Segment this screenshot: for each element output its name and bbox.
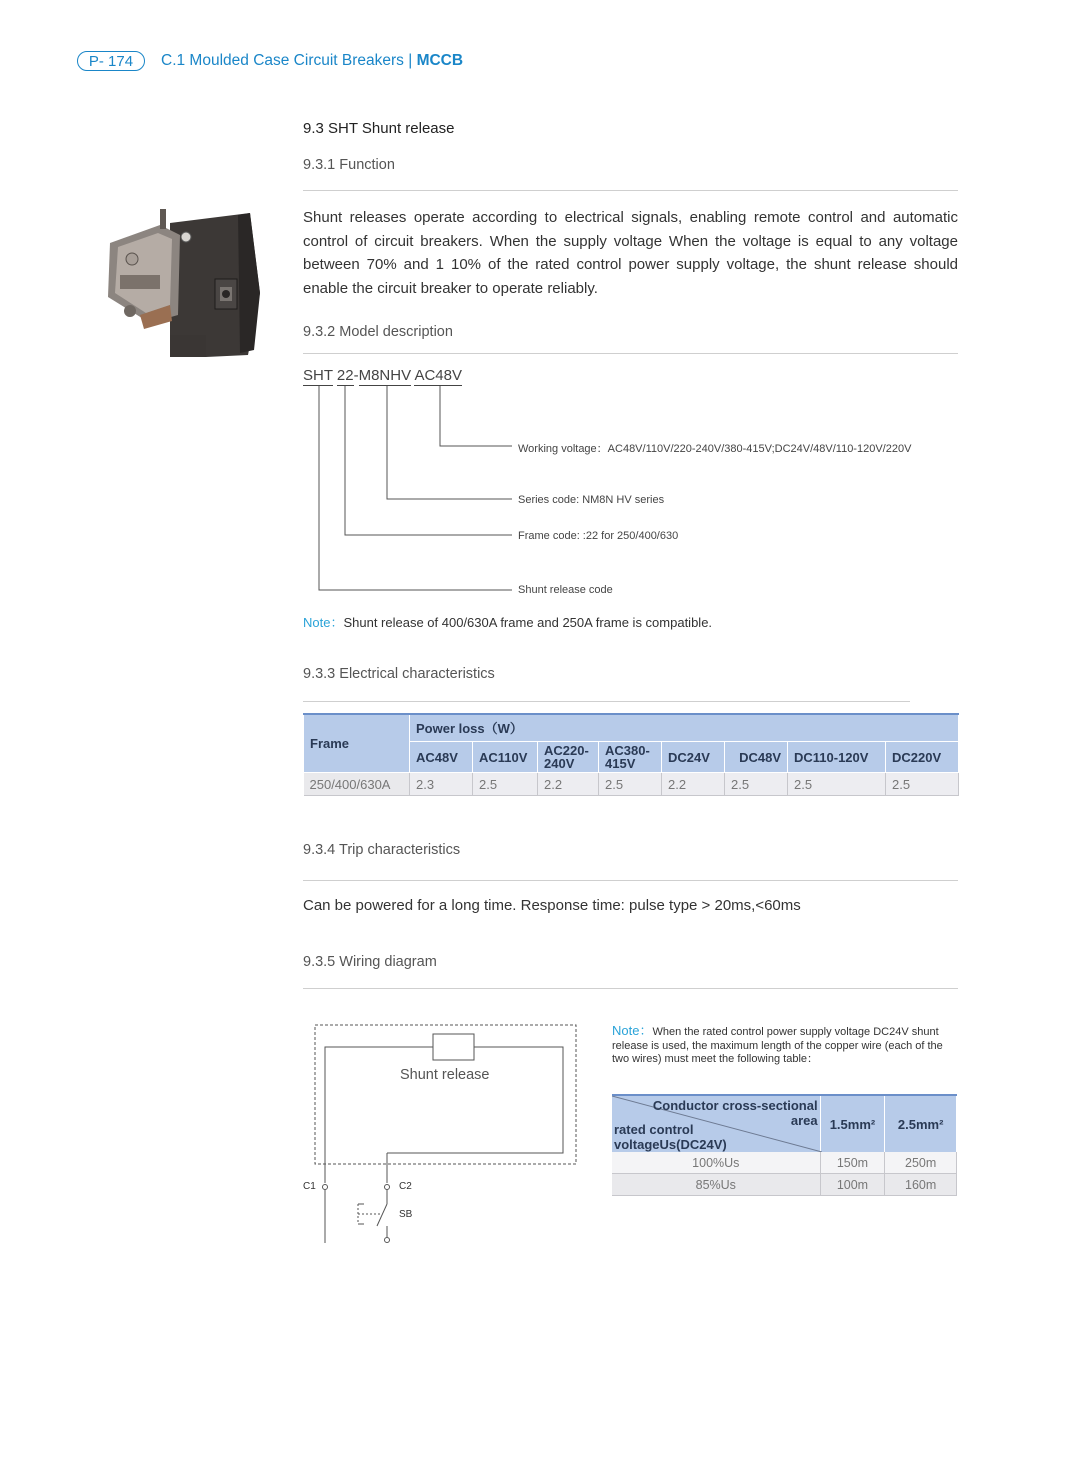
trip-heading: 9.3.4 Trip characteristics bbox=[303, 842, 461, 858]
table-cell: 100%Us bbox=[612, 1152, 820, 1174]
col-header: AC110V bbox=[473, 742, 538, 773]
page-number-badge: P- 174 bbox=[77, 51, 145, 71]
divider bbox=[303, 353, 958, 354]
electrical-heading: 9.3.3 Electrical characteristics bbox=[303, 666, 495, 682]
table-cell: 2.5 bbox=[788, 773, 886, 796]
wiring-heading: 9.3.5 Wiring diagram bbox=[303, 954, 437, 970]
conductor-table bbox=[612, 1094, 957, 1196]
note-label: Note： bbox=[303, 615, 344, 630]
table-cell: 250m bbox=[885, 1152, 957, 1174]
label-frame-code: Frame code: :22 for 250/400/630 bbox=[518, 530, 679, 542]
col-header: DC24V bbox=[662, 742, 725, 773]
code-frame: 22 bbox=[336, 367, 354, 384]
model-note bbox=[303, 612, 712, 631]
electrical-table bbox=[303, 713, 959, 796]
table-row bbox=[612, 1152, 957, 1174]
col-header: DC48V bbox=[725, 742, 788, 773]
divider bbox=[303, 988, 958, 989]
table-cell: 2.2 bbox=[662, 773, 725, 796]
table-cell: 2.2 bbox=[538, 773, 599, 796]
col-header: 1.5mm² bbox=[820, 1095, 885, 1152]
header-title: C.1 Moulded Case Circuit Breakers | MCCB bbox=[161, 52, 464, 69]
table-cell: 2.5 bbox=[886, 773, 959, 796]
table-cell: 2.3 bbox=[410, 773, 473, 796]
model-code-lines bbox=[300, 380, 530, 600]
switch-sb: SB bbox=[399, 1209, 413, 1220]
corner-top: Conductor cross-sectional area bbox=[652, 1098, 818, 1128]
col-header: AC220-240V bbox=[538, 742, 599, 773]
table-cell: 85%Us bbox=[612, 1174, 820, 1196]
col-header: AC48V bbox=[410, 742, 473, 773]
col-header: AC380-415V bbox=[599, 742, 662, 773]
shunt-release-photo bbox=[100, 205, 265, 365]
col-header: DC220V bbox=[886, 742, 959, 773]
corner-bottom: rated control voltageUs(DC24V) bbox=[614, 1122, 727, 1152]
divider bbox=[303, 190, 958, 191]
wiring-note bbox=[612, 1024, 957, 1067]
note-text: Shunt release of 400/630A frame and 250A frame is compatible. bbox=[343, 615, 713, 630]
terminal-c1: C1 bbox=[303, 1181, 316, 1192]
section-title: 9.3 SHT Shunt release bbox=[303, 120, 455, 137]
table-cell: 2.5 bbox=[473, 773, 538, 796]
table-row bbox=[304, 773, 959, 796]
table-cell: 150m bbox=[820, 1152, 885, 1174]
model-heading: 9.3.2 Model description bbox=[303, 324, 453, 340]
label-working-voltage: Working voltage：AC48V/110V/220-240V/380-415V;DC24V/48V/110-120V/220V bbox=[518, 443, 912, 455]
function-text: Shunt releases operate according to electrical signals, enabling remote control and automatic control of circuit breakers. When the supply voltage When the voltage is equal to any voltage between 70% and 1 10% of the rated control power supply voltage, the shunt release should enable the circuit breaker to operate reliably. bbox=[303, 209, 958, 297]
terminal-c2: C2 bbox=[399, 1181, 412, 1192]
function-heading: 9.3.1 Function bbox=[303, 157, 395, 173]
code-sht: SHT bbox=[303, 367, 333, 384]
table-cell: 2.5 bbox=[725, 773, 788, 796]
corner-header bbox=[612, 1095, 820, 1152]
shunt-release-label: Shunt release bbox=[400, 1067, 490, 1083]
wiring-diagram bbox=[300, 1018, 590, 1248]
table-cell: 160m bbox=[885, 1174, 957, 1196]
power-loss-header: Power loss（W） bbox=[410, 714, 959, 742]
code-series: M8NHV bbox=[358, 367, 412, 384]
col-header: DC110-120V bbox=[788, 742, 886, 773]
note-label: Note： bbox=[612, 1023, 653, 1038]
trip-text: Can be powered for a long time. Response time: pulse type > 20ms,<60ms bbox=[303, 897, 801, 914]
label-series-code: Series code: NM8N HV series bbox=[518, 494, 665, 506]
col-header: 2.5mm² bbox=[885, 1095, 957, 1152]
divider bbox=[303, 880, 958, 881]
divider bbox=[303, 701, 910, 702]
code-voltage: AC48V bbox=[414, 367, 462, 384]
table-row bbox=[612, 1174, 957, 1196]
table-cell: 250/400/630A bbox=[304, 773, 410, 796]
note-text: When the rated control power supply voltage DC24V shunt release is used, the maximum length of the copper wire (each of the two wires) must meet the following table： bbox=[612, 1026, 943, 1065]
table-cell: 100m bbox=[820, 1174, 885, 1196]
header-title-bold: MCCB bbox=[416, 52, 464, 69]
code-dash: - bbox=[353, 367, 359, 384]
table-cell: 2.5 bbox=[599, 773, 662, 796]
label-shunt-code: Shunt release code bbox=[518, 584, 613, 596]
frame-header: Frame bbox=[304, 714, 410, 773]
